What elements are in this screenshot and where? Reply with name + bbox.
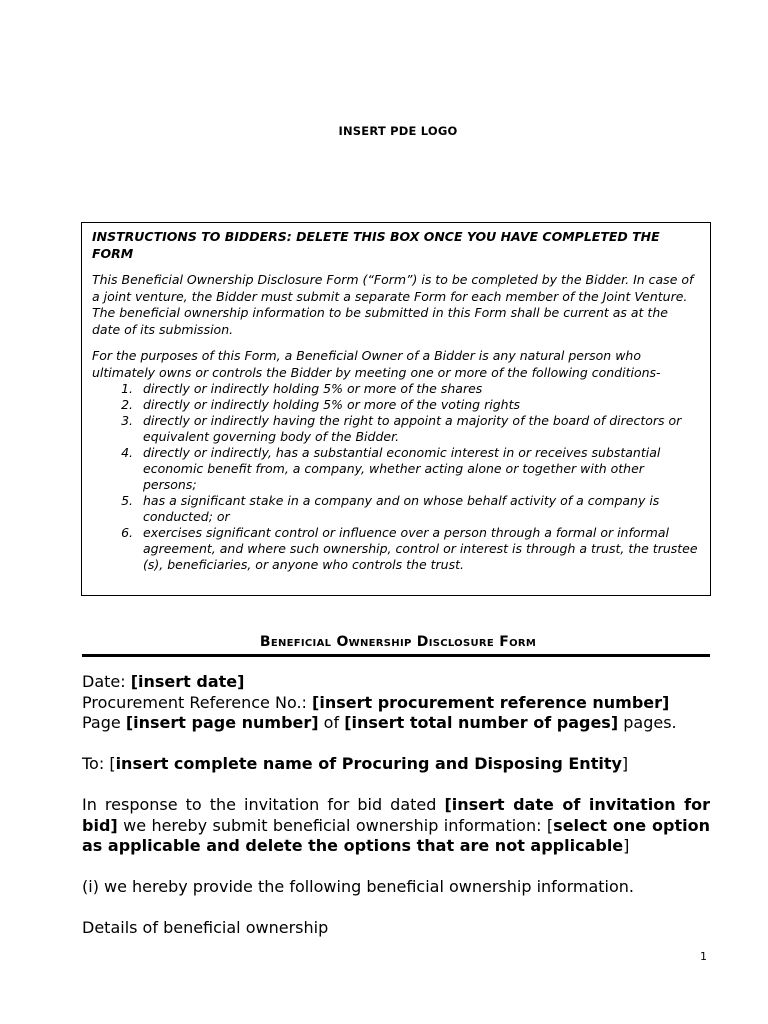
logo-placeholder: INSERT PDE LOGO (338, 124, 458, 138)
page-number-value: [insert page number] (125, 713, 319, 732)
to-value: insert complete name of Procuring and Disposing Entity (115, 754, 622, 773)
condition-item: 1. directly or indirectly holding 5% or more of the shares (137, 381, 700, 397)
pages-suffix: pages. (618, 713, 677, 732)
page-line (82, 713, 710, 734)
conditions-list (92, 381, 700, 573)
total-pages-value: [insert total number of pages] (344, 713, 619, 732)
page-label: Page (82, 713, 126, 732)
condition-item: 4. directly or indirectly, has a substantial economic interest in or receives substantial economic benefit from, a company, whether acting alone or together with other persons; (137, 445, 700, 493)
condition-item: 2. directly or indirectly holding 5% or more of the voting rights (137, 397, 700, 413)
to-label: To: [ (82, 754, 116, 773)
condition-item: 3. directly or indirectly having the right to appoint a majority of the board of directors or equivalent governing body of the Bidder. (137, 413, 700, 445)
to-line (82, 754, 710, 775)
page-of-label: of (318, 713, 345, 732)
procurement-reference-line (82, 693, 710, 714)
response-paragraph (82, 795, 710, 857)
response-prefix: In response to the invitation for bid dated (82, 795, 445, 814)
form-title: Beneficial Ownership Disclosure Form (259, 634, 537, 650)
instructions-title: INSTRUCTIONS TO BIDDERS: DELETE THIS BOX ONCE YOU HAVE COMPLETED THE FORM (92, 229, 660, 261)
invitation-date-value: [insert date of invitation for bid] (82, 795, 710, 835)
page-number: 1 (700, 950, 707, 963)
condition-item: 5. has a significant stake in a company and on whose behalf activity of a company is conducted; or (137, 493, 700, 525)
instructions-paragraph-2: For the purposes of this Form, a Beneficial Owner of a Bidder is any natural person who ultimately owns or controls the Bidder by meeting one or more of the following conditions- (92, 348, 661, 380)
title-divider (82, 654, 710, 657)
date-label: Date: (82, 672, 131, 691)
option-instruction: select one option as applicable and delete the options that are not applicable (82, 815, 710, 855)
response-middle: we hereby submit beneficial ownership information: [ (117, 815, 554, 835)
condition-item: 6. exercises significant control or influence over a person through a formal or informal agreement, and where such ownership, control or interest is through a trust, the trustee (s), beneficiaries, or anyone who controls the trust. (137, 525, 700, 573)
instructions-paragraph-1: This Beneficial Ownership Disclosure Form (“Form”) is to be completed by the Bidder. In case of a joint venture, the Bidder must submit a separate Form for each member of the Joint Venture. The beneficial ownership information to be submitted in this Form shall be current as at the date of its submission. (92, 272, 694, 337)
instructions-box (81, 222, 711, 596)
details-heading: Details of beneficial ownership (82, 918, 329, 937)
to-close: ] (621, 754, 629, 773)
procurement-reference-label: Procurement Reference No.: (82, 692, 313, 712)
procurement-reference-value: [insert procurement reference number] (312, 692, 670, 712)
option-i-line: (i) we hereby provide the following beneficial ownership information. (82, 877, 634, 896)
date-value: [insert date] (130, 672, 245, 691)
date-line (82, 672, 710, 693)
response-close: ] (623, 836, 630, 855)
